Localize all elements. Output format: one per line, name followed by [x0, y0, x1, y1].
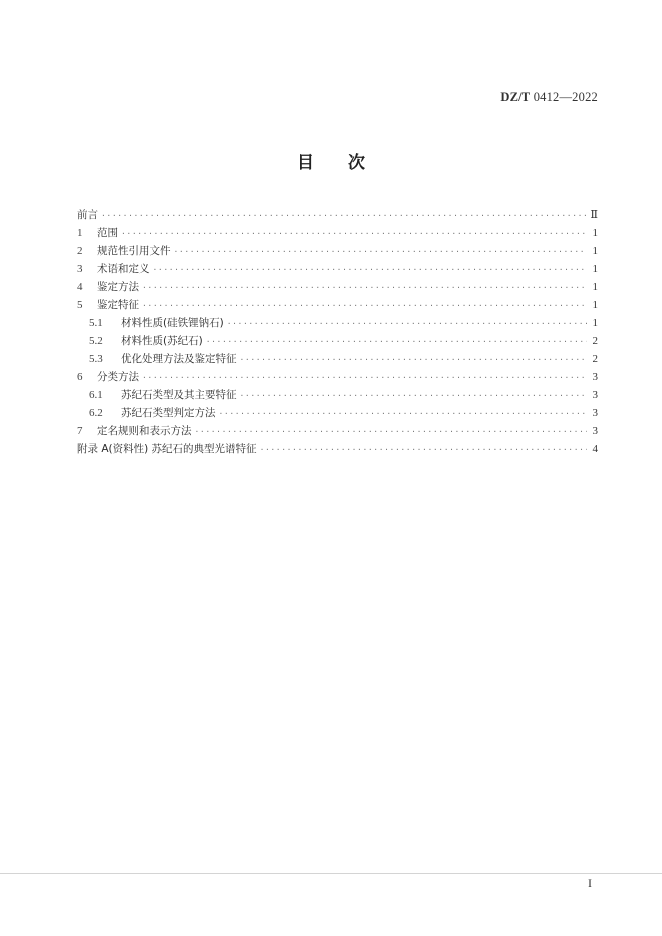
page-title [0, 148, 662, 173]
toc-entry-page: Ⅱ [590, 209, 598, 221]
toc-entry-5-2[interactable] [77, 332, 598, 350]
toc-dot-leader [142, 369, 587, 387]
toc-entry-label: 优化处理方法及鉴定特征 [121, 353, 237, 365]
toc-entry-label: 附录 A(资料性) 苏纪石的典型光谱特征 [77, 443, 257, 455]
toc-entry-page: 3 [592, 389, 598, 401]
toc-entry-label: 苏纪石类型及其主要特征 [121, 389, 237, 401]
toc-entry-page: 1 [592, 281, 598, 293]
toc-entry-number: 5.2 [89, 335, 103, 347]
toc-entry-label: 术语和定义 [97, 263, 150, 275]
toc-entry-page: 3 [592, 425, 598, 437]
standard-code [500, 90, 598, 105]
toc-entry-number: 5.1 [89, 317, 103, 329]
toc-dot-leader [101, 207, 587, 225]
toc-entry-number: 4 [77, 281, 83, 293]
page-number: I [588, 876, 592, 890]
toc-dot-leader [142, 297, 587, 315]
toc-entry-page: 4 [592, 443, 598, 455]
toc-entry-number: 6 [77, 371, 83, 383]
toc-entry-5-3[interactable] [77, 350, 598, 368]
toc-entry-2[interactable] [77, 242, 598, 260]
toc-entry-number: 6.2 [89, 407, 103, 419]
toc-entry-number: 5 [77, 299, 83, 311]
toc-entry-label: 苏纪石类型判定方法 [121, 407, 216, 419]
title-char-1: 目 [297, 153, 314, 173]
toc-dot-leader [240, 351, 588, 369]
toc-entry-appendix-a[interactable] [77, 440, 598, 458]
toc-entry-5[interactable] [77, 296, 598, 314]
toc-entry-page: 1 [592, 263, 598, 275]
table-of-contents [77, 206, 598, 458]
toc-dot-leader [227, 315, 587, 333]
toc-dot-leader [121, 225, 587, 243]
toc-entry-1[interactable] [77, 224, 598, 242]
toc-entry-label: 材料性质(苏纪石) [121, 335, 203, 347]
toc-entry-6[interactable] [77, 368, 598, 386]
title-char-2: 次 [348, 153, 365, 173]
toc-dot-leader [260, 441, 587, 459]
toc-entry-label: 范围 [97, 227, 118, 239]
toc-entry-page: 1 [592, 299, 598, 311]
toc-entry-3[interactable] [77, 260, 598, 278]
toc-entry-6-1[interactable] [77, 386, 598, 404]
toc-entry-5-1[interactable] [77, 314, 598, 332]
toc-entry-page: 3 [592, 407, 598, 419]
toc-entry-number: 3 [77, 263, 83, 275]
toc-entry-foreword[interactable] [77, 206, 598, 224]
toc-entry-label: 规范性引用文件 [97, 245, 171, 257]
toc-entry-4[interactable] [77, 278, 598, 296]
toc-entry-label: 分类方法 [97, 371, 139, 383]
toc-dot-leader [174, 243, 588, 261]
toc-entry-number: 7 [77, 425, 83, 437]
footer-divider [0, 873, 662, 874]
toc-entry-page: 2 [592, 335, 598, 347]
toc-entry-number: 6.1 [89, 389, 103, 401]
toc-dot-leader [206, 333, 587, 351]
toc-entry-label: 定名规则和表示方法 [97, 425, 192, 437]
toc-entry-7[interactable] [77, 422, 598, 440]
toc-dot-leader [142, 279, 587, 297]
toc-dot-leader [195, 423, 588, 441]
standard-prefix: DZ/T [500, 90, 531, 104]
toc-entry-number: 2 [77, 245, 83, 257]
toc-dot-leader [219, 405, 588, 423]
toc-dot-leader [153, 261, 588, 279]
toc-entry-label: 鉴定方法 [97, 281, 139, 293]
toc-entry-label: 前言 [77, 209, 98, 221]
standard-number: 0412—2022 [533, 90, 598, 104]
toc-dot-leader [240, 387, 588, 405]
toc-entry-6-2[interactable] [77, 404, 598, 422]
toc-entry-label: 鉴定特征 [97, 299, 139, 311]
toc-entry-number: 1 [77, 227, 83, 239]
toc-entry-page: 3 [592, 371, 598, 383]
toc-entry-page: 1 [592, 227, 598, 239]
toc-entry-page: 1 [592, 245, 598, 257]
toc-entry-number: 5.3 [89, 353, 103, 365]
toc-entry-label: 材料性质(硅铁锂钠石) [121, 317, 224, 329]
toc-entry-page: 1 [592, 317, 598, 329]
toc-entry-page: 2 [592, 353, 598, 365]
